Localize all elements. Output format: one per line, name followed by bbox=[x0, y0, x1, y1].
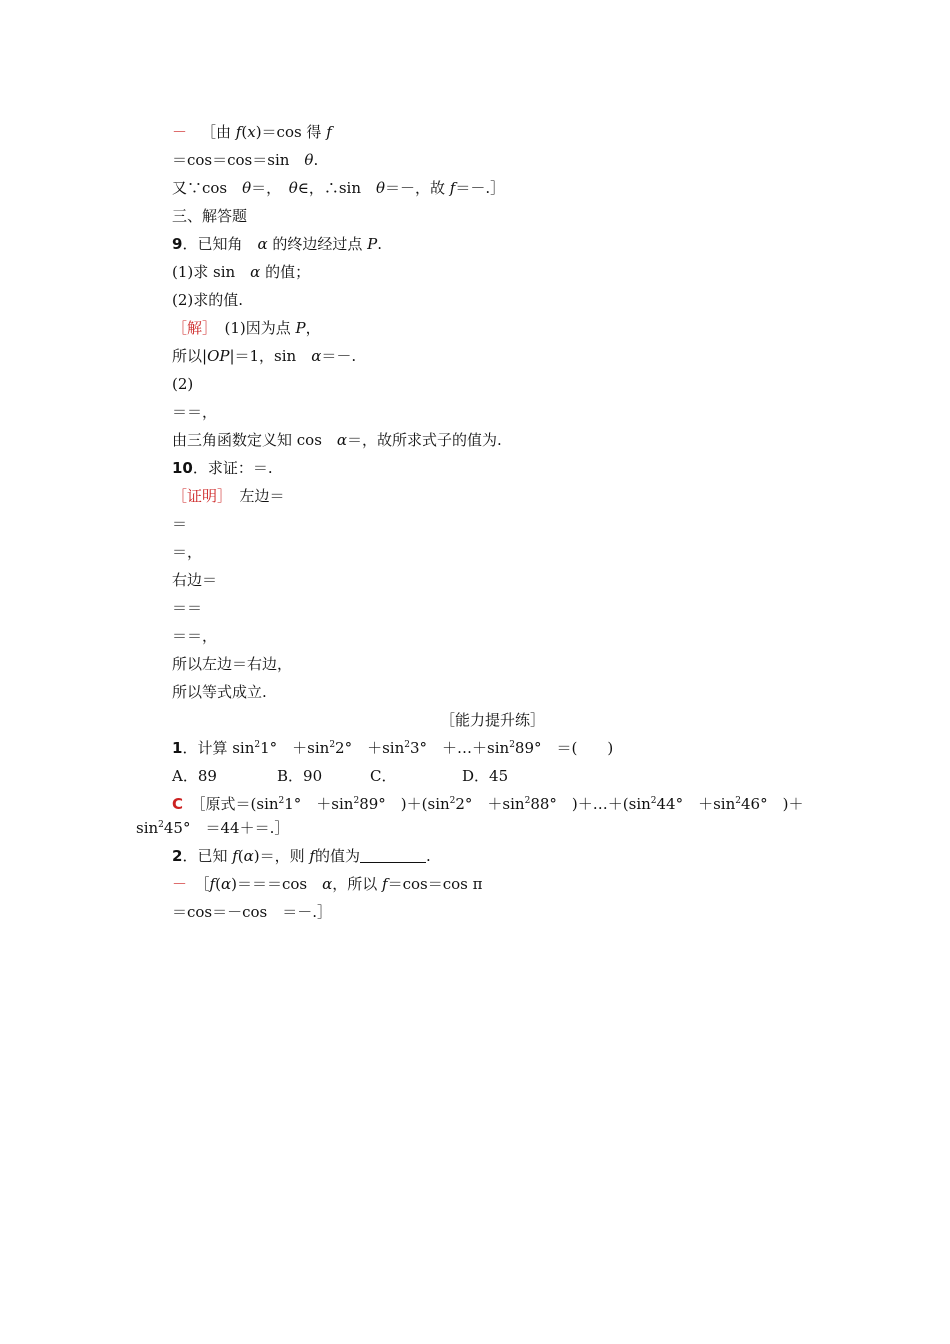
text: ＝－.］ bbox=[455, 179, 506, 197]
proof-tag: ［证明］ bbox=[172, 487, 225, 505]
text: ＝＝， bbox=[172, 627, 218, 645]
section-heading bbox=[172, 206, 247, 226]
var-theta: θ bbox=[288, 179, 298, 197]
text: ＝－. bbox=[321, 347, 357, 365]
superscript: 2 bbox=[254, 740, 261, 750]
text: 2° ＋sin bbox=[335, 739, 405, 757]
superscript: 2 bbox=[278, 796, 285, 806]
text: C． bbox=[370, 767, 397, 785]
text: 45° ＝44＋＝.］ bbox=[163, 819, 290, 837]
text: 88° )＋…＋(sin bbox=[530, 795, 651, 813]
var-alpha: α bbox=[250, 263, 261, 281]
proof-line bbox=[172, 542, 202, 562]
text: 所以等式成立. bbox=[172, 683, 267, 701]
answer-line bbox=[172, 874, 482, 894]
var-x: x bbox=[247, 123, 256, 141]
question-10 bbox=[172, 458, 273, 478]
var-f: f bbox=[235, 123, 242, 141]
superscript: 2 bbox=[524, 796, 531, 806]
solution-line bbox=[172, 318, 321, 338]
text: 又∵cos bbox=[172, 179, 243, 197]
option-a bbox=[172, 766, 217, 786]
text: 44° ＋sin bbox=[656, 795, 736, 813]
superscript: 2 bbox=[353, 796, 360, 806]
text: ［ bbox=[187, 875, 210, 893]
var-f: f bbox=[382, 875, 388, 893]
question-number: 10 bbox=[172, 459, 193, 477]
text: ＝cos＝－cos ＝－.］ bbox=[172, 903, 333, 921]
text: (1)求 sin bbox=[172, 263, 251, 281]
answer-line bbox=[136, 818, 289, 838]
text: 的值； bbox=[260, 263, 311, 281]
text: ．已知 bbox=[182, 847, 233, 865]
text: 2° ＋sin bbox=[455, 795, 525, 813]
text: ．计算 sin bbox=[182, 739, 255, 757]
var-alpha: α bbox=[220, 875, 232, 893]
text: ［由 bbox=[201, 123, 236, 141]
text: ( bbox=[241, 123, 248, 141]
text: (1)因为点 bbox=[209, 319, 296, 337]
answer-mark: C bbox=[172, 795, 184, 813]
text: 1° ＋sin bbox=[260, 739, 330, 757]
solution-line bbox=[172, 402, 217, 422]
subquestion bbox=[172, 262, 310, 282]
text: 右边＝ bbox=[172, 571, 218, 589]
text: ．已知角 bbox=[182, 235, 258, 253]
proof-line bbox=[172, 598, 202, 618]
text: ＝＝ bbox=[172, 599, 203, 617]
text: ＝ bbox=[172, 515, 188, 533]
var-f: f bbox=[232, 847, 238, 865]
text: . bbox=[425, 847, 431, 865]
var-f: f bbox=[309, 847, 315, 865]
text: . bbox=[377, 235, 383, 253]
question-number: 1 bbox=[172, 739, 183, 757]
answer-line bbox=[172, 902, 332, 922]
var-alpha: α bbox=[322, 875, 333, 893]
superscript: 2 bbox=[735, 796, 741, 806]
question-2 bbox=[172, 846, 431, 866]
text: ∈，∴sin bbox=[297, 179, 376, 197]
option-b bbox=[277, 766, 322, 786]
proof-line bbox=[172, 514, 187, 534]
subquestion bbox=[172, 290, 243, 310]
var-f: f bbox=[449, 179, 456, 197]
question-number: 2 bbox=[172, 847, 183, 865]
text: D．45 bbox=[462, 767, 509, 785]
var-alpha: α bbox=[243, 847, 254, 865]
text: 3° ＋…＋sin bbox=[409, 739, 510, 757]
solution-line bbox=[172, 150, 318, 170]
text: ( bbox=[215, 875, 221, 893]
question-9 bbox=[172, 234, 382, 254]
var-theta: θ bbox=[242, 179, 252, 197]
var-p: P bbox=[367, 235, 378, 253]
text: 的终边经过点 bbox=[267, 235, 368, 253]
text: B．90 bbox=[277, 767, 323, 785]
text: ＝，故所求式子的值为. bbox=[347, 431, 502, 449]
text: ＝－，故 bbox=[385, 179, 450, 197]
answer-line bbox=[172, 794, 803, 814]
var-f: f bbox=[326, 123, 332, 141]
text: ， bbox=[305, 319, 321, 337]
answer-mark: － bbox=[172, 875, 188, 893]
var-theta: θ bbox=[304, 151, 314, 169]
proof-line bbox=[172, 570, 217, 590]
var-p: P bbox=[295, 319, 306, 337]
text: 89° )＋(sin bbox=[359, 795, 450, 813]
superscript: 2 bbox=[650, 796, 657, 806]
text: 三、解答题 bbox=[172, 207, 248, 225]
text: ［原式＝(sin bbox=[183, 795, 279, 813]
text: 左边＝ bbox=[224, 487, 285, 505]
text: A．89 bbox=[172, 767, 217, 785]
text: ，所以 bbox=[332, 875, 382, 893]
question-1 bbox=[172, 738, 613, 758]
text: 所以左边＝右边， bbox=[172, 655, 293, 673]
text: 的值为 bbox=[314, 847, 360, 865]
question-number: 9 bbox=[172, 235, 183, 253]
solution-line bbox=[172, 430, 502, 450]
proof-line bbox=[172, 626, 217, 646]
text: ＝＝， bbox=[172, 403, 218, 421]
option-d bbox=[462, 766, 508, 786]
proof-line bbox=[172, 654, 292, 674]
var-op: OP bbox=[207, 347, 230, 365]
solution-line bbox=[172, 178, 505, 198]
text: 所以| bbox=[172, 347, 208, 365]
text: ［能力提升练］ bbox=[440, 711, 546, 729]
section-title bbox=[440, 710, 545, 730]
proof-line bbox=[172, 486, 285, 506]
answer-line-8 bbox=[172, 122, 332, 142]
var-theta: θ bbox=[375, 179, 386, 197]
text: ＝， bbox=[172, 543, 203, 561]
superscript: 2 bbox=[404, 740, 410, 750]
text: (2)求的值. bbox=[172, 291, 244, 309]
text: )＝，则 bbox=[253, 847, 310, 865]
solution-line bbox=[172, 374, 193, 394]
text: (2) bbox=[172, 375, 194, 393]
text: ＝cos＝cos π bbox=[387, 875, 483, 893]
text: sin bbox=[136, 819, 159, 837]
text: )＝＝＝cos bbox=[231, 875, 323, 893]
text: |＝1，sin bbox=[229, 347, 312, 365]
proof-line bbox=[172, 682, 267, 702]
superscript: 2 bbox=[449, 796, 456, 806]
text: . bbox=[313, 151, 319, 169]
answer-blank bbox=[360, 848, 426, 863]
var-alpha: α bbox=[336, 431, 348, 449]
var-alpha: α bbox=[311, 347, 322, 365]
solution-tag: ［解］ bbox=[172, 319, 210, 337]
text: 89° ＝( ) bbox=[514, 739, 614, 757]
text: 46° )＋ bbox=[741, 795, 804, 813]
text: 1° ＋sin bbox=[284, 795, 354, 813]
option-c bbox=[370, 766, 396, 786]
text: ．求证：＝. bbox=[192, 459, 273, 477]
superscript: 2 bbox=[158, 820, 164, 830]
answer-mark: － bbox=[172, 123, 188, 141]
text: 由三角函数定义知 cos bbox=[172, 431, 337, 449]
text: )＝cos 得 bbox=[255, 123, 327, 141]
var-f: f bbox=[209, 875, 216, 893]
superscript: 2 bbox=[329, 740, 336, 750]
text: ＝， bbox=[251, 179, 289, 197]
superscript: 2 bbox=[509, 740, 515, 750]
text: ＝cos＝cos＝sin bbox=[172, 151, 305, 169]
var-alpha: α bbox=[257, 235, 268, 253]
text: ( bbox=[237, 847, 244, 865]
solution-line bbox=[172, 346, 356, 366]
